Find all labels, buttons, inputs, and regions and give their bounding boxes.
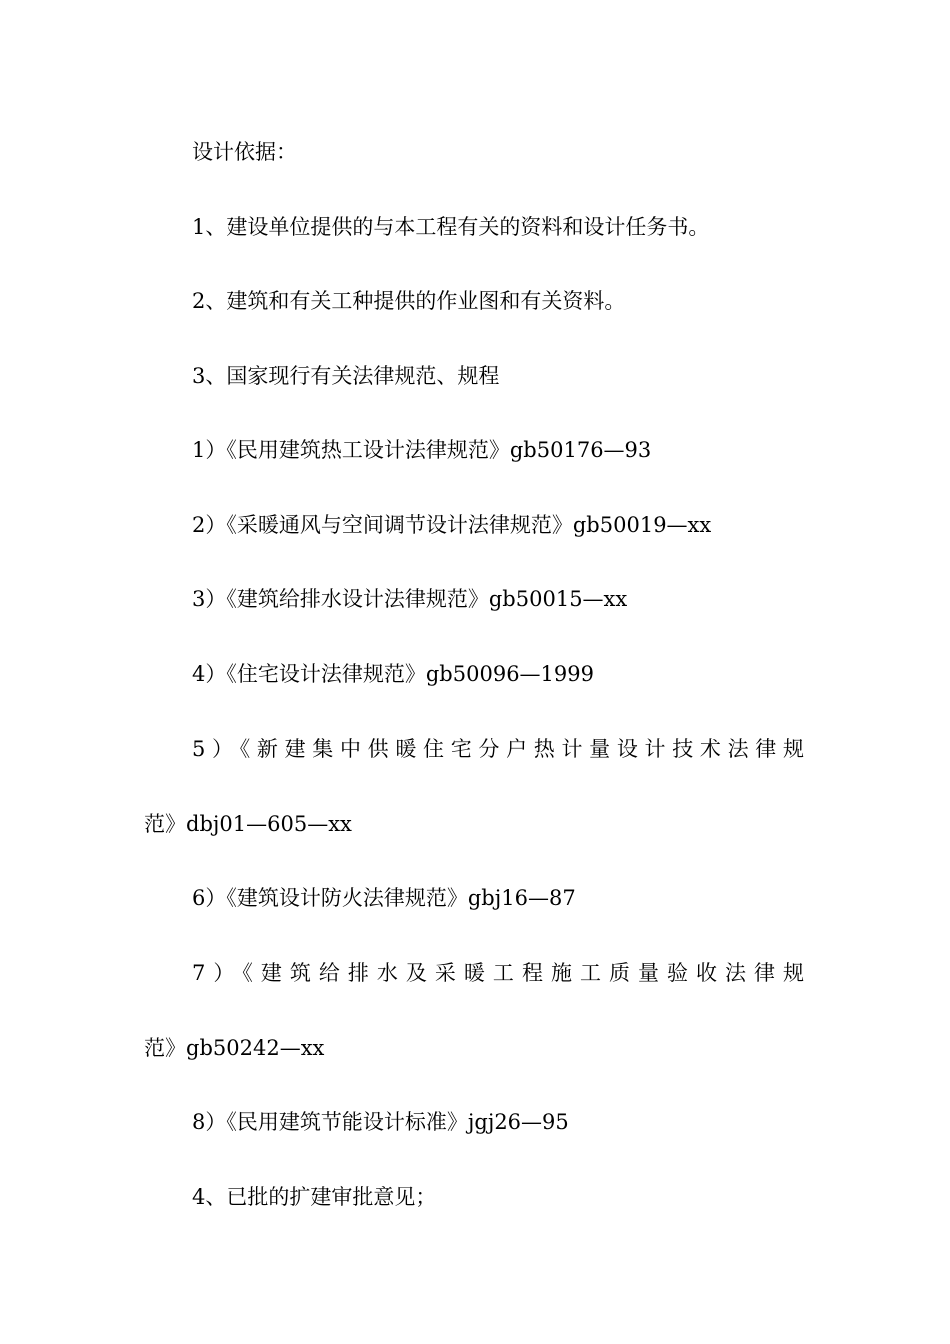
standard-item-3: 3）《建筑给排水设计法律规范》gb50015—xx <box>192 587 628 611</box>
standard-item-5-line-2: 范》dbj01—605—xx <box>144 812 352 836</box>
section-heading: 设计依据： <box>192 140 297 164</box>
standard-item-7-line-2: 范》gb50242—xx <box>144 1036 325 1060</box>
list-item-1: 1、建设单位提供的与本工程有关的资料和设计任务书。 <box>192 215 710 239</box>
standard-item-1: 1）《民用建筑热工设计法律规范》gb50176—93 <box>192 438 652 462</box>
list-item-4: 4、已批的扩建审批意见； <box>192 1185 437 1209</box>
standard-item-5-line-1: 5）《新建集中供暖住宅分户热计量设计技术法律规 <box>192 737 804 761</box>
list-item-3: 3、国家现行有关法律规范、规程 <box>192 364 500 388</box>
list-item-2: 2、建筑和有关工种提供的作业图和有关资料。 <box>192 289 626 313</box>
standard-item-4: 4）《住宅设计法律规范》gb50096—1999 <box>192 662 594 686</box>
standard-item-2: 2）《采暖通风与空间调节设计法律规范》gb50019—xx <box>192 513 712 537</box>
standard-item-7-line-1: 7）《建筑给排水及采暖工程施工质量验收法律规 <box>192 961 804 985</box>
standard-item-8: 8）《民用建筑节能设计标准》jgj26—95 <box>192 1110 569 1134</box>
standard-item-6: 6）《建筑设计防火法律规范》gbj16—87 <box>192 886 576 910</box>
